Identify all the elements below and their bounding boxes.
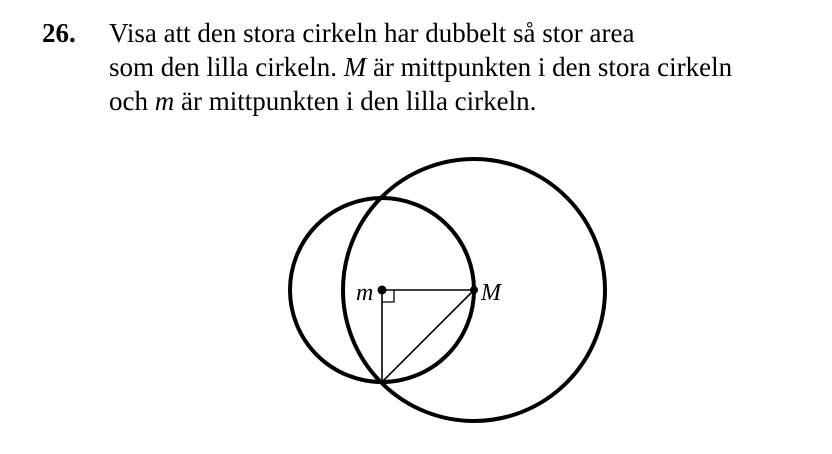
label-M: M	[481, 280, 501, 306]
variable-m: m	[154, 86, 175, 116]
problem-line-3-start: och	[109, 86, 155, 116]
variable-M: M	[343, 52, 367, 82]
label-m: m	[356, 280, 374, 306]
problem-line-3-end: är mittpunkten i den lilla cirkeln.	[174, 86, 537, 116]
center-point-M	[470, 286, 478, 294]
problem-line-2-end: är mittpunkten i den stora cirkeln	[366, 52, 733, 82]
center-point-m	[378, 286, 387, 295]
problem-number: 26.	[42, 18, 76, 48]
problem-line-2-start: som den lilla cirkeln.	[109, 52, 344, 82]
problem-line-1: Visa att den stora cirkeln har dubbelt så stor area	[109, 18, 635, 48]
